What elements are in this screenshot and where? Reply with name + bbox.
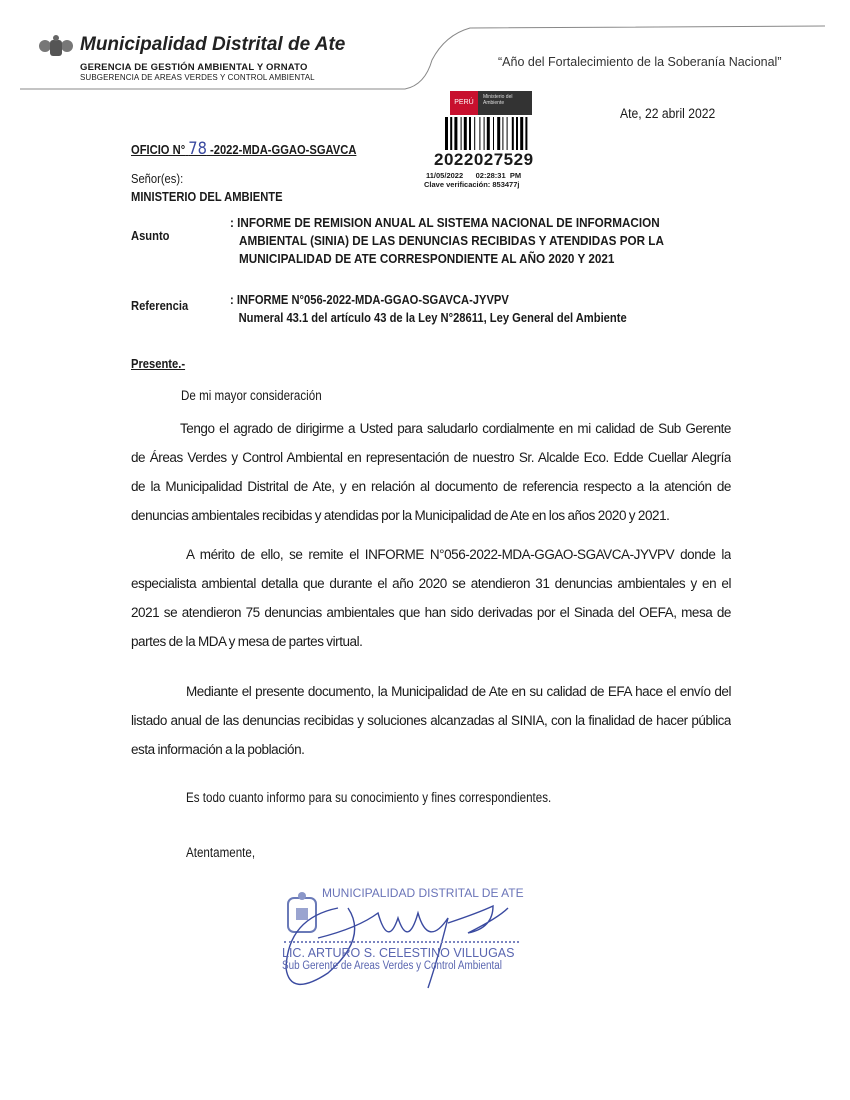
paragraph-line: Tengo el agrado de dirigirme a Usted para saludarlo cordialmente en mi calidad de Sub Gerente [180, 421, 731, 436]
institution-name: Municipalidad Distrital de Ate [80, 34, 346, 55]
barcode-bar [493, 117, 494, 150]
barcode-bar [525, 117, 527, 150]
barcode-bar [497, 117, 500, 150]
barcode-bar [445, 117, 448, 150]
paragraph-2 [131, 547, 731, 663]
asunto-text: : INFORME DE REMISION ANUAL AL SISTEMA NACIONAL DE INFORMACION AMBIENTAL (SINIA) DE LAS DENUNCIAS RECIBIDAS Y ATENDIDAS POR LA MUNICIPALIDAD DE ATE CORRESPONDIENTE AL AÑO 2020 Y 2021 [230, 215, 664, 266]
salutation-label: Señor(es): [131, 171, 184, 186]
barcode-bar [507, 117, 508, 150]
signature-block [278, 878, 528, 998]
barcode-bar [512, 117, 514, 150]
stamp-datetime: 11/05/2022 02:28:31 PM [426, 171, 522, 180]
paragraph-line: partes de la MDA y mesa de partes virtual. [131, 634, 363, 649]
paragraph-line: esta información a la población. [131, 742, 305, 757]
paragraph-line: de Áreas Verdes y Control Ambiental en representación de nuestro Sr. Alcalde Eco. Edde Cuellar Alegría [131, 450, 731, 465]
presente: Presente.- [131, 356, 186, 371]
signer-name: LIC. ARTURO S. CELESTINO VILLUGAS [282, 946, 515, 960]
paragraph-line: de la Municipalidad Distrital de Ate, y en relación al documento de referencia respecto a la atención de [131, 479, 731, 494]
barcode-bar [487, 117, 490, 150]
barcode-bar [479, 117, 480, 150]
barcode-bar [450, 117, 452, 150]
oficio-number: OFICIO N° 78 -2022-MDA-GGAO-SGAVCA [131, 139, 357, 159]
greeting: De mi mayor consideración [181, 388, 322, 403]
referencia-label: Referencia [131, 298, 189, 313]
paragraph-line: especialista ambiental detalla que durante el año 2020 se atendieron 31 denuncias ambientales y en el [131, 576, 731, 591]
barcode-bar [461, 117, 462, 150]
barcode-bar [484, 117, 485, 150]
ministry-logo: Ministerio del Ambiente [478, 91, 532, 115]
barcode-bar [464, 117, 467, 150]
barcode-bar [474, 117, 475, 150]
paragraph-line: 2021 se atendieron 75 denuncias ambientales que han sido derivadas por el Sinada del OEFA, mesa de [131, 605, 731, 620]
asunto-label: Asunto [131, 228, 170, 243]
closing-line: Es todo cuanto informo para su conocimiento y fines correspondientes. [186, 790, 552, 805]
barcode-bar [469, 117, 471, 150]
handwritten-signature [278, 878, 528, 998]
paragraph-line: A mérito de ello, se remite el INFORME N°056-2022-MDA-GGAO-SGAVCA-JYVPV donde la [186, 547, 731, 562]
paragraph-line: listado anual de las denuncias recibidas y soluciones alcanzadas al SINIA, con la finalidad de hacer pública [131, 713, 731, 728]
seal-institution: MUNICIPALIDAD DISTRITAL DE ATE [322, 886, 524, 900]
verification-key: Clave verificación: 853477j [424, 180, 520, 189]
peru-logo: PERÚ [450, 91, 478, 115]
barcode-bar [516, 117, 518, 150]
farewell: Atentamente, [186, 845, 256, 860]
paragraph-1 [131, 421, 731, 537]
subgerencia-name: SUBGERENCIA DE AREAS VERDES Y CONTROL AMBIENTAL [80, 73, 315, 82]
gerencia-name: GERENCIA DE GESTIÓN AMBIENTAL Y ORNATO [80, 62, 308, 73]
barcode-bar [502, 117, 503, 150]
paragraph-3 [131, 684, 731, 771]
signer-position: Sub Gerente de Areas Verdes y Control Ambiental [282, 960, 502, 972]
letter-date: Ate, 22 abril 2022 [620, 106, 716, 121]
barcode-number: 2022027529 [434, 150, 534, 169]
barcode-bar [454, 117, 457, 150]
recipient: MINISTERIO DEL AMBIENTE [131, 189, 283, 204]
referencia-text: : INFORME N°056-2022-MDA-GGAO-SGAVCA-JYVPV Numeral 43.1 del artículo 43 de la Ley N°28611, Ley General del Ambiente [230, 292, 627, 325]
year-motto: “Año del Fortalecimiento de la Soberanía Nacional” [498, 55, 782, 69]
paragraph-line: denuncias ambientales recibidas y atendidas por la Municipalidad de Ate en los años 2020 y 2021. [131, 508, 670, 523]
barcode-bar [520, 117, 523, 150]
paragraph-line: Mediante el presente documento, la Municipalidad de Ate en su calidad de EFA hace el envío del [186, 684, 731, 699]
municipal-crest-icon [36, 34, 76, 58]
